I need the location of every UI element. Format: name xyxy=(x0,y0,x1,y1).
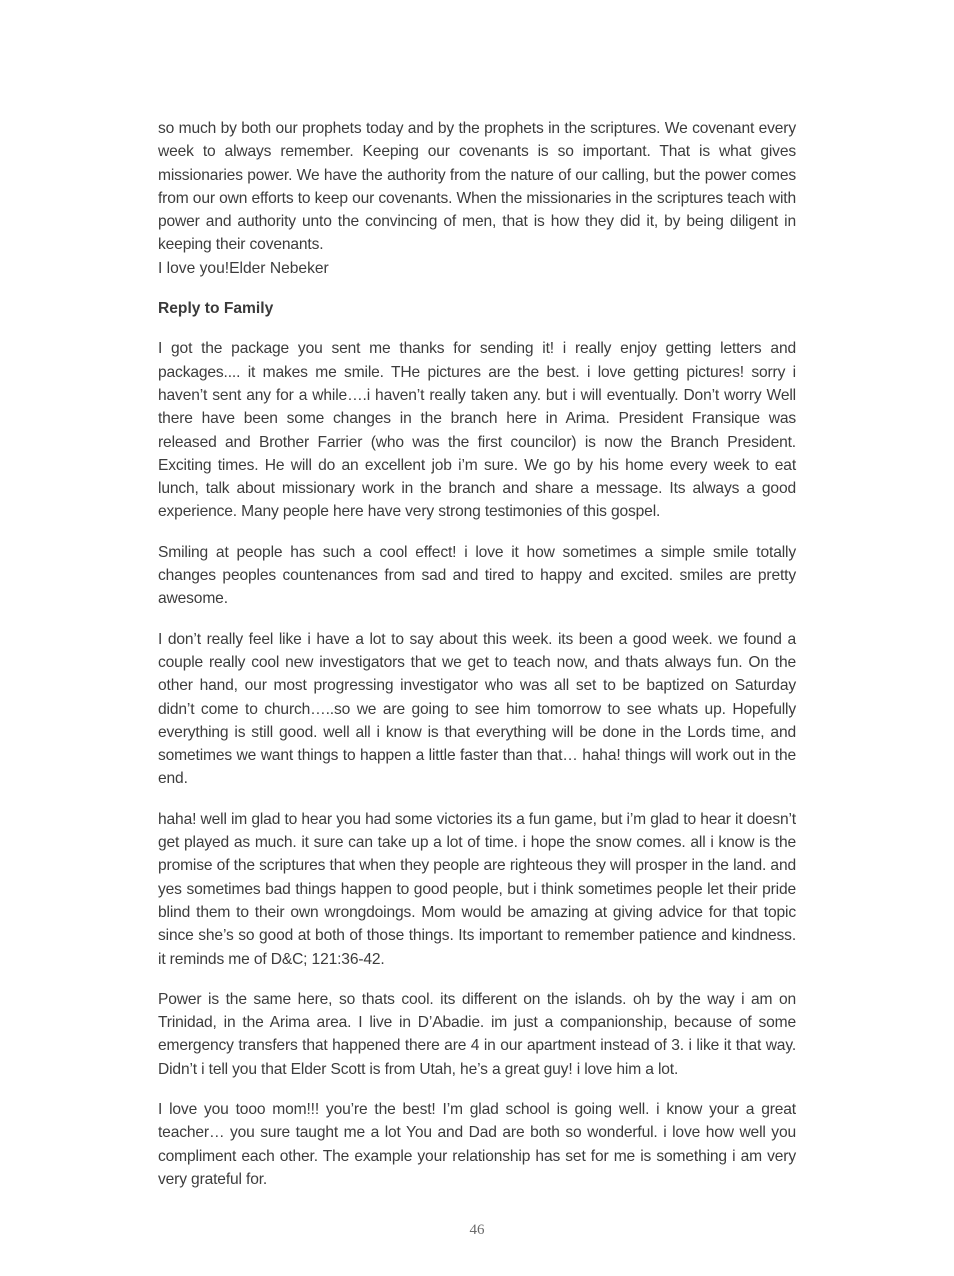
paragraph-love-mom: I love you tooo mom!!! you’re the best! I’m glad school is going well. i know your a great teacher… you sure taught me a lot You and Dad are both so wonderful. i love how well you compliment each other. The example your relationship has set for me is something i am very very grateful for. xyxy=(158,1100,796,1188)
paragraph-package: I got the package you sent me thanks for sending it! i really enjoy getting letters and packages.... it makes me smile. THe pictures are the best. i love getting pictures! sorry i haven’t sent any for a while….i haven’t really taken any. but i will eventually. Don’t worry Well there have been some changes in the branch here in Arima. President Fransique was released and Brother Farrier (who was the first councilor) is now the Branch President. Exciting times. He will do an excellent job i’m sure. We go by his home every week to eat lunch, talk about missionary work in the branch and share a message. Its always a good experience. Many people here have very strong testimonies of this gospel. xyxy=(158,340,796,521)
section-heading: Reply to Family xyxy=(158,300,274,318)
paragraph-smiling: Smiling at people has such a cool effect! i love it how sometimes a simple smile totally changes peoples countenances from sad and tired to happy and excited. smiles are pretty awesome. xyxy=(158,543,796,608)
page-number: 46 xyxy=(469,1222,485,1238)
sign-off: I love you!Elder Nebeker xyxy=(158,259,329,277)
page-body xyxy=(158,117,796,1208)
paragraph-victories: haha! well im glad to hear you had some victories its a fun game, but i’m glad to hear it doesn’t get played as much. it sure can take up a lot of time. i hope the snow comes. all i know is the promise of the scriptures that when they people are righteous they will prosper in the land. and yes sometimes bad things happen to good people, but i think sometimes people let their pride blind them to their own wrongdoings. Mom would be amazing at giving advice for that topic since she’s so good at both of those things. Its important to remember patience and kindness. it reminds me of D&C; 121:36-42. xyxy=(158,810,796,968)
opening-paragraph: so much by both our prophets today and by the prophets in the scriptures. We covenant every week to always remember. Keeping our covenants is so important. That is what gives missionaries power. We have the authority from the nature of our calling, but the power comes from our own efforts to keep our covenants. When the missionaries in the scriptures teach with power and authority unto the convincing of men, that is how they did it, by being diligent in keeping their covenants. xyxy=(158,120,796,254)
paragraph-this-week: I don’t really feel like i have a lot to say about this week. its been a good week. we found a couple really cool new investigators that we get to teach now, and thats always fun. On the other hand, our most progressing investigator who was all set to be baptized on Saturday didn’t come to church…..so we are going to see him tomorrow to see whats up. Hopefully everything is still good. well all i know is that everything will be done in the Lords time, and sometimes we want things to happen a little faster than that… haha! things will work out in the end. xyxy=(158,630,796,788)
paragraph-power: Power is the same here, so thats cool. its different on the islands. oh by the way i am on Trinidad, in the Arima area. I live in D’Abadie. im just a companionship, because of some emergency transfers that happened there are 4 in our apartment instead of 3. i like it that way. Didn’t i tell you that Elder Scott is from Utah, he’s a great guy! i love him a lot. xyxy=(158,990,796,1078)
